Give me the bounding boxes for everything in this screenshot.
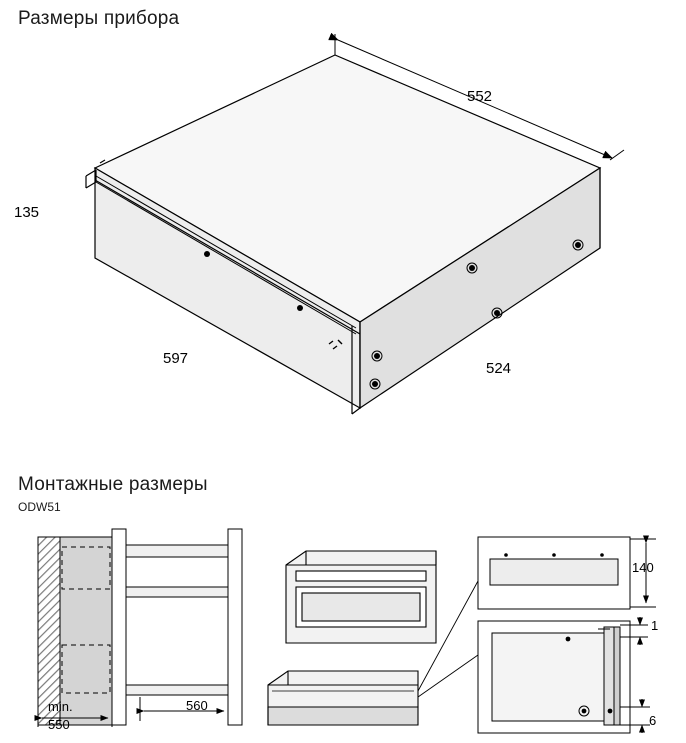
dimension-label-597: 597 <box>163 350 189 367</box>
appliance-dimensions-title: Размеры прибора <box>18 8 180 29</box>
dimension-label-min: min. <box>48 699 73 714</box>
model-name: ODW51 <box>18 500 61 514</box>
dimension-label-1: 1 <box>651 618 659 633</box>
dimension-label-552: 552 <box>467 88 493 105</box>
side-section-detail <box>478 617 650 733</box>
installation-dimensions-title: Монтажные размеры <box>18 474 208 495</box>
oven-with-drawer <box>268 551 436 725</box>
installation-drawing <box>0 515 686 743</box>
dimension-label-560: 560 <box>186 698 208 713</box>
dimension-560 <box>140 697 228 721</box>
dimension-label-6: 6 <box>649 713 657 728</box>
front-panel-detail <box>478 537 656 609</box>
dimension-label-135: 135 <box>14 204 40 221</box>
dimension-label-140: 140 <box>632 560 654 575</box>
dimension-label-550: 550 <box>48 717 70 732</box>
niche-cross-section <box>38 529 242 727</box>
dimension-label-524: 524 <box>486 360 512 377</box>
